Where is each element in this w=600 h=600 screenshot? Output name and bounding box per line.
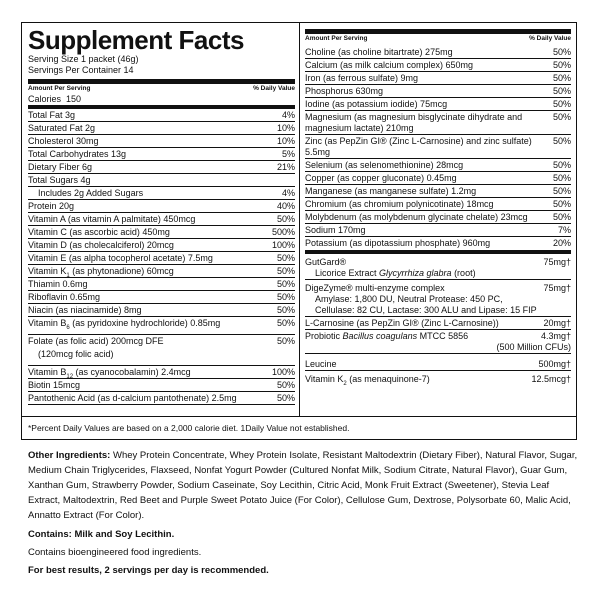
right-nutrient-row: [305, 98, 571, 111]
left-nutrient-row: [28, 174, 295, 187]
leucine-dv: 500mg†: [538, 359, 571, 369]
left-nutrient-row: [28, 200, 295, 213]
nutrient-name: Iron (as ferrous sulfate) 9mg: [305, 73, 419, 83]
daily-value: 50%: [552, 160, 571, 170]
column-divider: [299, 23, 300, 416]
nutrient-name: Zinc (as PepZin GI® (Zinc L-Carnosine) and zinc sulfate) 5.5mg: [305, 136, 532, 157]
nutrient-name: Pantothenic Acid (as d-calcium pantothenate) 2.5mg: [28, 393, 237, 403]
other-ingredients-text: Whey Protein Concentrate, Whey Protein Isolate, Resistant Maltodextrin (Dietary Fiber), Natural Flavor, Sugar, Medium Chain Triglycerides, Flaxseed, Nonfat Yogurt Powder (Cultured Nonfat Milk, Sodium Citrate, Natural Flavor), Guar Gum, Xanthan Gum, Strawberry Powder, Sodium Caseinate, Soy Lecithin, Citric Acid, Monk Fruit Extract (Sweetener), Stevia Leaf Extract, Maltodextrin, Red Beet and Purple Sweet Potato Juice (For Color), Cellulose Gum, Dextrose, Polysorbate 60, Malic Acid, Annatto Extract (For Color).: [28, 450, 578, 521]
daily-value: 4%: [281, 188, 295, 198]
left-nutrient-row: [28, 122, 295, 135]
footnote: *Percent Daily Values are based on a 2,000 calorie diet. 1Daily Value not established.: [22, 416, 576, 440]
probiotic-row: [305, 330, 571, 354]
calories-label: Calories 150: [28, 94, 82, 104]
serving-size: Serving Size 1 packet (46g): [28, 54, 139, 64]
right-nutrient-row: [305, 135, 571, 159]
left-nutrient-row: [28, 148, 295, 161]
daily-value: 50%: [552, 199, 571, 209]
daily-value: 50%: [276, 318, 295, 328]
right-nutrient-row: [305, 198, 571, 211]
daily-value: 50%: [276, 393, 295, 403]
left-nutrient-row: [28, 265, 295, 278]
gutgard-row: [305, 254, 571, 280]
nutrient-name: Chromium (as chromium polynicotinate) 18mcg: [305, 199, 494, 209]
nutrient-name: Manganese (as manganese sulfate) 1.2mg: [305, 186, 477, 196]
digezyme-dv: 75mg†: [543, 283, 571, 293]
calories-row: [28, 93, 295, 109]
daily-value: 50%: [552, 86, 571, 96]
left-nutrient-row: [28, 109, 295, 122]
panel-title: Supplement Facts: [28, 25, 244, 55]
daily-value: 50%: [276, 380, 295, 390]
right-nutrient-row: [305, 59, 571, 72]
right-nutrient-row: [305, 159, 571, 172]
nutrient-name: Protein 20g: [28, 201, 75, 211]
header-amount: Amount Per Serving: [28, 85, 91, 92]
leucine-row: [305, 354, 571, 371]
nutrient-name: Total Fat 3g: [28, 110, 76, 120]
daily-value: 50%: [552, 99, 571, 109]
left-nutrient-row: [28, 317, 295, 335]
daily-value: 20%: [552, 238, 571, 248]
daily-value: 50%: [552, 60, 571, 70]
right-nutrient-row: [305, 85, 571, 98]
left-nutrient-row: [28, 392, 295, 405]
left-header: [28, 84, 295, 93]
daily-value: 10%: [276, 136, 295, 146]
gutgard-name: GutGard®: [305, 257, 347, 267]
right-column: [305, 23, 571, 390]
nutrient-name: Includes 2g Added Sugars: [38, 188, 144, 198]
right-nutrient-row: [305, 172, 571, 185]
nutrient-name: Selenium (as selenomethionine) 28mcg: [305, 160, 464, 170]
left-nutrient-row: [28, 366, 295, 379]
nutrient-name: Vitamin $B_{12}$ (as cyanocobalamin) 2.4mcg: [28, 367, 191, 380]
daily-value: 50%: [276, 266, 295, 276]
daily-value: 10%: [276, 123, 295, 133]
nutrient-name: Total Carbohydrates 13g: [28, 149, 127, 159]
nutrient-name: Folate (as folic acid) 200mcg DFE: [28, 336, 164, 346]
nutrient-name: Vitamin C (as ascorbic acid) 450mg: [28, 227, 170, 237]
daily-value: 50%: [552, 173, 571, 183]
best-results-note: For best results, 2 servings per day is recommended.: [28, 565, 269, 576]
left-nutrient-row: [28, 135, 295, 148]
right-nutrient-row: [305, 224, 571, 237]
header-dv: % Daily Value: [253, 85, 295, 92]
nutrient-name: Iodine (as potassium iodide) 75mcg: [305, 99, 448, 109]
digezyme-row: [305, 280, 571, 317]
daily-value: 50%: [552, 186, 571, 196]
daily-value: 50%: [276, 253, 295, 263]
nutrient-name: Vitamin $B_6$ (as pyridoxine hydrochloride) 0.85mg: [28, 318, 221, 331]
left-nutrient-row: [28, 239, 295, 252]
daily-value: 7%: [557, 225, 571, 235]
daily-value: 50%: [276, 305, 295, 315]
daily-value: 100%: [271, 240, 295, 250]
daily-value: 21%: [276, 162, 295, 172]
nutrient-name: Magnesium (as magnesium bisglycinate dihydrate and magnesium lactate) 210mg: [305, 112, 523, 133]
left-nutrient-row: [28, 213, 295, 226]
daily-value: 50%: [552, 136, 571, 146]
left-nutrient-row: [28, 226, 295, 239]
right-header: [305, 34, 571, 43]
nutrient-name: Sodium 170mg: [305, 225, 366, 235]
probiotic-detail: (500 Million CFUs): [496, 342, 571, 352]
nutrient-name: Choline (as choline bitartrate) 275mg: [305, 47, 453, 57]
supplement-facts-panel: [21, 22, 577, 440]
right-nutrient-row: [305, 72, 571, 85]
digezyme-detail: Amylase: 1,800 DU, Neutral Protease: 450 PC, Cellulase: 82 CU, Lactase: 300 ALU and Lipase: 15 FIP: [315, 294, 537, 315]
header-amount-right: Amount Per Serving: [305, 35, 368, 42]
subscript: 6: [66, 324, 70, 331]
nutrient-name: Calcium (as milk calcium complex) 650mg: [305, 60, 474, 70]
right-nutrient-row: [305, 211, 571, 224]
vitamin-k2-name: Vitamin $K_2$ (as menaquinone-7): [305, 374, 430, 387]
daily-value: 100%: [271, 367, 295, 377]
left-nutrient-row: [28, 348, 295, 366]
left-column: [28, 23, 295, 405]
nutrient-name: Riboflavin 0.65mg: [28, 292, 101, 302]
left-nutrient-row: [28, 187, 295, 200]
vitamin-k2-row: [305, 371, 571, 390]
daily-value: 50%: [552, 212, 571, 222]
left-nutrient-row: [28, 252, 295, 265]
left-rows: [28, 109, 295, 405]
daily-value: 500%: [271, 227, 295, 237]
servings-per-container: Servings Per Container 14: [28, 65, 134, 75]
bioengineered-note: Contains bioengineered food ingredients.: [28, 547, 202, 558]
daily-value: 4%: [281, 110, 295, 120]
nutrient-name: Thiamin 0.6mg: [28, 279, 88, 289]
left-nutrient-row: [28, 278, 295, 291]
probiotic-name: Probiotic Bacillus coagulans MTCC 5856: [305, 331, 469, 341]
right-nutrient-row: [305, 111, 571, 135]
nutrient-name: Copper (as copper gluconate) 0.45mg: [305, 173, 457, 183]
nutrient-name: Vitamin D (as cholecalciferol) 20mcg: [28, 240, 174, 250]
nutrient-name: Vitamin E (as alpha tocopherol acetate) 7.5mg: [28, 253, 213, 263]
other-ingredients-label: Other Ingredients:: [28, 450, 111, 461]
contains-allergens: Contains: Milk and Soy Lecithin.: [28, 529, 175, 540]
nutrient-name: Dietary Fiber 6g: [28, 162, 93, 172]
left-nutrient-row: [28, 379, 295, 392]
nutrient-name: Saturated Fat 2g: [28, 123, 96, 133]
subscript: 1: [66, 272, 70, 279]
nutrient-name: Phosphorus 630mg: [305, 86, 384, 96]
nutrient-name: Total Sugars 4g: [28, 175, 91, 185]
carnosine-dv: 20mg†: [543, 318, 571, 328]
daily-value: 50%: [276, 279, 295, 289]
digezyme-name: DigeZyme® multi-enzyme complex: [305, 283, 445, 293]
daily-value: 50%: [552, 47, 571, 57]
left-nutrient-row: [28, 304, 295, 317]
carnosine-name: L-Carnosine (as PepZin GI® (Zinc L-Carnosine)): [305, 318, 499, 328]
right-nutrient-row: [305, 185, 571, 198]
right-nutrient-row: [305, 46, 571, 59]
left-nutrient-row: [28, 161, 295, 174]
right-rows: [305, 46, 571, 250]
daily-value: 50%: [276, 214, 295, 224]
carnosine-row: [305, 317, 571, 330]
daily-value: 40%: [276, 201, 295, 211]
nutrient-name: Vitamin A (as vitamin A palmitate) 450mcg: [28, 214, 196, 224]
subscript: 12: [66, 373, 74, 380]
nutrient-name: Vitamin $K_1$ (as phytonadione) 60mcg: [28, 266, 174, 279]
nutrient-name: Niacin (as niacinamide) 8mg: [28, 305, 142, 315]
nutrient-name: Molybdenum (as molybdenum glycinate chelate) 23mcg: [305, 212, 528, 222]
other-ingredients: [28, 448, 578, 523]
gutgard-dv: 75mg†: [543, 257, 571, 267]
right-nutrient-row: [305, 237, 571, 250]
probiotic-dv: 4.3mg†: [540, 331, 571, 341]
daily-value: 5%: [281, 149, 295, 159]
nutrient-name: Potassium (as dipotassium phosphate) 960mg: [305, 238, 491, 248]
daily-value: 50%: [552, 112, 571, 122]
daily-value: 50%: [276, 292, 295, 302]
vitamin-k2-dv: 12.5mcg†: [531, 374, 571, 384]
nutrient-name: (120mcg folic acid): [38, 349, 114, 359]
leucine-name: Leucine: [305, 359, 337, 369]
left-nutrient-row: [28, 291, 295, 304]
header-dv-right: % Daily Value: [529, 35, 571, 42]
daily-value: 50%: [276, 336, 295, 346]
daily-value: 50%: [552, 73, 571, 83]
left-nutrient-row: [28, 335, 295, 348]
nutrient-name: Biotin 15mcg: [28, 380, 81, 390]
gutgard-detail: Licorice Extract Glycyrrhiza glabra (root): [315, 268, 476, 278]
nutrient-name: Cholesterol 30mg: [28, 136, 99, 146]
